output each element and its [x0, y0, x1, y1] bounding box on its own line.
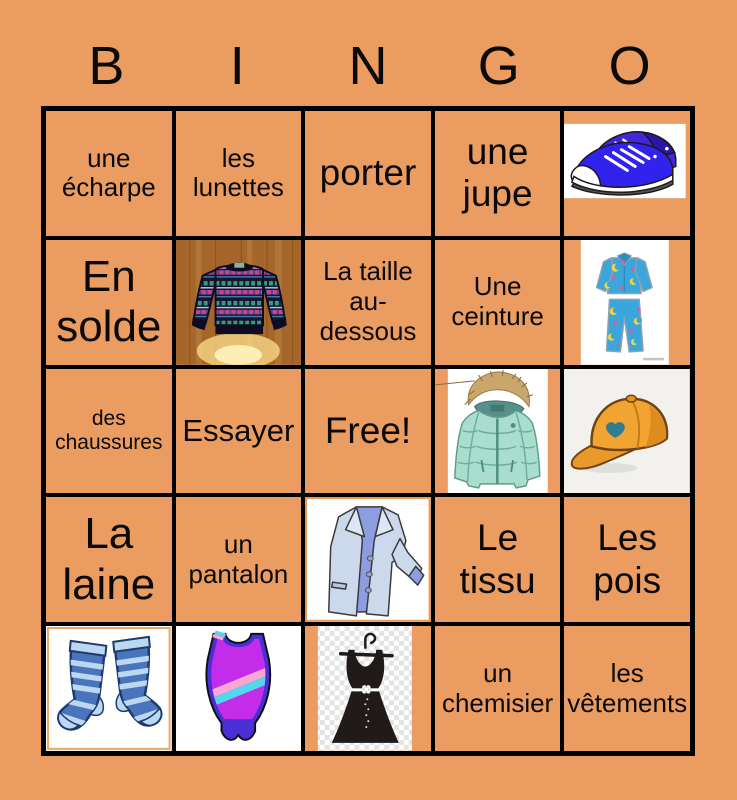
black-dress-image [305, 626, 431, 751]
cell-blazer[interactable] [303, 495, 433, 624]
cell-essayer[interactable] [174, 367, 304, 496]
cell-la-laine[interactable] [44, 495, 174, 624]
cell-une-echarpe[interactable] [44, 109, 174, 238]
cell-free-space[interactable] [303, 367, 433, 496]
cell-label: Free! [324, 409, 412, 451]
cell-label: En solde [56, 251, 162, 352]
cell-label: les vêtements [567, 657, 688, 718]
cell-la-taille-au-dessous[interactable] [303, 238, 433, 367]
cell-en-solde[interactable] [44, 238, 174, 367]
cell-porter[interactable] [303, 109, 433, 238]
cell-label: Essayer [182, 413, 295, 449]
cell-blue-sneakers[interactable] [562, 109, 692, 238]
blue-blazer-image [305, 497, 431, 622]
cell-un-pantalon[interactable] [174, 495, 304, 624]
cell-label: des chaussures [55, 406, 163, 454]
cell-black-dress[interactable] [303, 624, 433, 753]
striped-socks-image [46, 626, 172, 751]
title-letter-g: G [477, 36, 520, 96]
title-letter-i: I [229, 36, 245, 96]
cell-label: porter [319, 152, 417, 194]
cell-sweater[interactable] [174, 238, 304, 367]
cell-label: Le tissu [459, 517, 536, 601]
cell-les-lunettes[interactable] [174, 109, 304, 238]
bingo-board [41, 106, 695, 756]
cell-les-pois[interactable] [562, 495, 692, 624]
cell-le-tissu[interactable] [433, 495, 563, 624]
blue-pajamas-image [564, 240, 690, 365]
bingo-title [41, 32, 695, 100]
title-letter-b: B [88, 36, 125, 96]
cell-winter-jacket[interactable] [433, 367, 563, 496]
cell-label: une écharpe [61, 142, 156, 203]
cell-swimsuit[interactable] [174, 624, 304, 753]
title-letter-o: O [608, 36, 651, 96]
cell-label: La laine [62, 509, 156, 609]
cell-une-jupe[interactable] [433, 109, 563, 238]
title-letter-n: N [348, 36, 388, 96]
cell-label: les lunettes [192, 142, 284, 203]
cell-label: une jupe [462, 130, 533, 215]
cell-label: un chemisier [441, 657, 554, 718]
patterned-sweater-photo [176, 240, 302, 365]
cell-label: La taille au-dessous [319, 256, 417, 347]
cell-les-vetements[interactable] [562, 624, 692, 753]
cell-label: un pantalon [188, 528, 289, 589]
orange-cap-image [564, 369, 690, 494]
cell-socks[interactable] [44, 624, 174, 753]
cell-label: Les pois [593, 517, 662, 601]
cell-une-ceinture[interactable] [433, 238, 563, 367]
cell-orange-cap[interactable] [562, 367, 692, 496]
purple-swimsuit-image [176, 626, 302, 751]
cell-label: Une ceinture [451, 271, 544, 332]
blue-sneakers-image [564, 111, 690, 236]
winter-jacket-image [435, 369, 561, 494]
cell-pajamas[interactable] [562, 238, 692, 367]
cell-des-chaussures[interactable] [44, 367, 174, 496]
cell-un-chemisier[interactable] [433, 624, 563, 753]
